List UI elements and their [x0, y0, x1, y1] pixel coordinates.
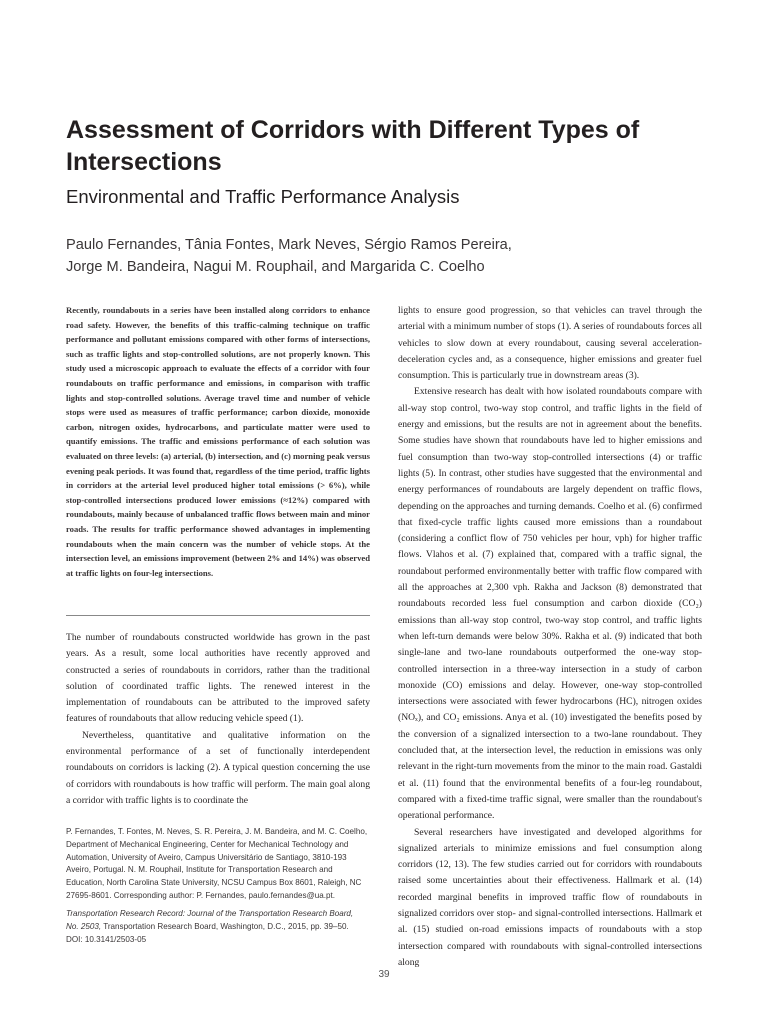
body-paragraph-1: lights to ensure good progression, so that vehicles can travel through the arterial with a minimum number of stops (1). A series of roundabouts forces all vehicles to slow down at every roundabout, causing several acceleration-deceleration cycles and, as a consequence, higher emissions and greater fuel consumption. This is particularly true in downstream areas (3). — [398, 305, 702, 382]
intro-paragraph-2: Nevertheless, quantitative and qualitative information on the environmental performance of a set of functionally interdependent roundabouts on corridors is lacking (2). A typical question concerning the use of corridors with roundabouts is how traffic will perform. The main goal along a corridor with traffic lights is to coordinate the — [66, 729, 370, 806]
abstract: Recently, roundabouts in a series have been installed along corridors to enhance road safety. However, the benefits of this traffic-calming technique on traffic performance and pollutant emissions compared with other forms of intersections, such as traffic lights and stop-controlled solutions, are not properly known. This study used a microscopic approach to evaluate the effects of a corridor with four roundabouts on traffic performance and emissions, in comparison with traffic lights and stop-controlled solutions. Average travel time and number of vehicle stops were used as measures of traffic performance; carbon dioxide, monoxide carbon, nitrogen oxides, hydrocarbons, and particulate matter were used to quantify emissions. The traffic and emissions performance of each solution was evaluated on three levels: (a) arterial, (b) intersection, and (c) morning peak versus evening peak periods. It was found that, regardless of the time period, traffic lights in corridors at the arterial level produced higher total emissions (> 6%), while stop-controlled intersections produced lower emissions (≈12%) compared with roundabouts, mainly because of unbalanced traffic flows between main and minor roads. The results for traffic performance showed advantages in implementing roundabouts when the main concern was the number of vehicle stops. At the intersection level, an emissions improvement (between 2% and 14%) was observed at traffic lights on four-leg intersections. — [66, 305, 370, 578]
paper-subtitle: Environmental and Traffic Performance Analysis — [66, 186, 460, 207]
author-affiliations: P. Fernandes, T. Fontes, M. Neves, S. R. Pereira, J. M. Bandeira, and M. C. Coelho, Department of Mechanical Engineering, Center for Mechanical Technology and Automation, University of Aveiro, Campus Universitário de Santiago, 3810-193 Aveiro, Portugal. N. M. Rouphail, Institute for Transportation Research and Education, North Carolina State University, NCSU Campus Box 8601, Raleigh, NC 27695-8601. Corresponding author: P. Fernandes, paulo.fernandes@ua.pt. — [66, 827, 368, 900]
author-line-1: Paulo Fernandes, Tânia Fontes, Mark Neves, Sérgio Ramos Pereira, — [66, 237, 512, 253]
paper-title: Assessment of Corridors with Different Types of Intersections — [66, 116, 640, 176]
body-paragraph-2: Extensive research has dealt with how isolated roundabouts compare with all-way stop control, two-way stop control, and traffic lights in the field of energy and emissions, but the results are not in agreement about the benefits. Some studies have shown that roundabouts have led to higher emissions and fuel consumption than two-way stop-controlled intersections (4) or traffic lights (5). In contrast, other studies have suggested that the environmental and energy performances of roundabouts are largely dependent on traffic flows, depending on the approaches and turning demands. Coelho et al. (6) confirmed that fixed-cycle traffic lights caused more emissions than a roundabout (considering a conflict flow of 750 vehicles per hour, vph) for higher traffic flows. Vlahos et al. (7) explained that, compared with a traffic signal, the roundabout performed environmentally better with traffic flow compared with all the approaches at 2,300 vph. Rakha and Jackson (8) demonstrated that roundabouts recorded less fuel consumption and carbon dioxide (CO₂) emissions than all-way stop control, two-way stop control, and traffic lights when left-turn demands were below 30%. Rakha et al. (9) indicated that both single-lane and two-lane roundabouts outperformed the one-way stop-controlled intersection in a three-way intersection in a study of carbon monoxide (CO) emissions and delay. However, one-way stop-controlled intersections were associated with fewer hydrocarbons (HC), nitrogen oxides (NOₓ), and CO₂ emissions. Anya et al. (10) investigated the benefits posed by the conversion of a signalized intersection to a two-lane roundabout. They concluded that, at the intersection level, the reduction in emissions was only relevant in the right-turn movements from the minor to the main road. Gastaldi et al. (11) found that the environmental benefits of a four-leg roundabout, compared with a fixed-time traffic signal, were smaller than the roundabout's operational performance. — [398, 386, 702, 822]
journal-issue: No. 2503, — [66, 921, 102, 931]
abstract-divider — [66, 615, 370, 616]
journal-citation — [66, 908, 370, 946]
author-line-2: Jorge M. Bandeira, Nagui M. Rouphail, and Margarida C. Coelho — [66, 258, 485, 275]
journal-doi: DOI: 10.3141/2503-05 — [66, 934, 147, 944]
journal-details: Transportation Research Board, Washington, D.C., 2015, pp. 39–50. — [101, 921, 349, 931]
body-text-right-column — [398, 303, 702, 971]
introduction — [66, 630, 370, 809]
body-paragraph-3: Several researchers have investigated and developed algorithms for signalized arterials to minimize emissions and fuel consumption along corridors (12, 13). The few studies carried out for corridors with roundabouts raised some uncertainties about their effectiveness. Hallmark et al. (14) recorded marginal benefits in improved traffic flow of roundabouts in signalized corridors over stop- and signal-controlled intersections. Hallmark et al. (15) studied on-road emissions impacts of roundabouts with a stop intersection compared with roundabouts with signal-controlled intersections along — [398, 826, 702, 968]
page-number: 39 — [378, 969, 390, 980]
intro-paragraph-1: The number of roundabouts constructed worldwide has grown in the past years. As a result, some local authorities have recently approved and constructed a series of roundabouts in corridors, rather than the traditional solution of coordinated traffic lights. The renewed interest in the implementation of roundabouts can be attributed to the improved safety features of roundabouts that allow reducing vehicle speed (1). — [66, 632, 370, 725]
author-list — [66, 235, 706, 278]
journal-name: Transportation Research Record: Journal of the Transportation Research Board, — [66, 909, 354, 918]
